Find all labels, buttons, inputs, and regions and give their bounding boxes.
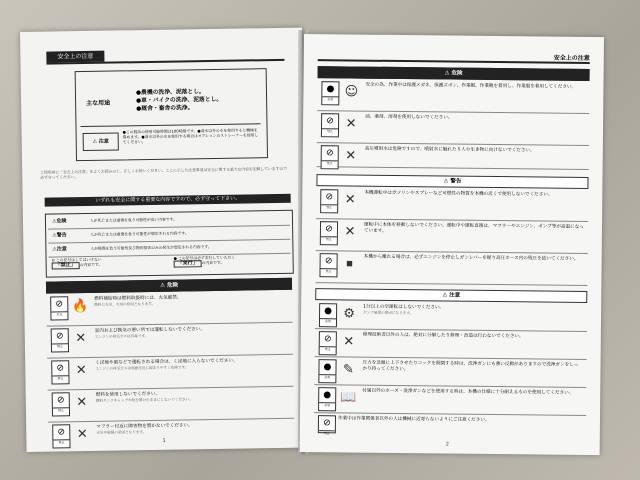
hazard-item bbox=[314, 412, 586, 437]
hazard-text: 燃料を使用しないでください。 燃料タンクキャップや栓を開けたままにしないでください。 bbox=[95, 391, 193, 403]
hazard-item bbox=[48, 418, 294, 452]
chemical-illustration-icon: ✕ bbox=[345, 116, 357, 132]
hazard-text: 圧力を急激に上下させたりコックを開閉する時は、洗浄ガンにも強い反動がありますので洗浄ガンをしっかり持ってください。 bbox=[362, 360, 579, 373]
hazard-item bbox=[314, 384, 586, 416]
hazard-item bbox=[47, 354, 293, 391]
hazard-item bbox=[47, 322, 293, 359]
prohibit-icon: ⊘ 禁止 bbox=[52, 424, 70, 448]
signal-label: ⚠危険 bbox=[51, 218, 67, 225]
mandatory-icon: ● bbox=[173, 255, 177, 261]
prohibit-icon: ⊘ 禁止 bbox=[320, 189, 338, 213]
signal-desc: 人が軽傷を負う可能性及び物的損害のみの発生が想定される内容です。 bbox=[90, 244, 212, 251]
manual-book-icon: 📖 bbox=[340, 390, 357, 406]
prohibit-icon: ⊘ 禁止 bbox=[319, 331, 337, 355]
hazard-item bbox=[316, 186, 588, 222]
fuel-illustration-icon: ✕ bbox=[76, 394, 88, 411]
prohibit-icon: ⊘ 禁止 bbox=[318, 415, 336, 433]
caution-label: ⚠ 注意 bbox=[83, 132, 119, 151]
hazard-text: 修理技術者以外の人は、絶対に分解したり修理・改造は行わないでください。 bbox=[362, 332, 524, 340]
symbol-legend bbox=[46, 252, 292, 276]
prohibit-icon: ⊘ bbox=[51, 257, 55, 263]
hazard-item bbox=[314, 356, 586, 388]
prohibit-icon: ⊘ 禁止 bbox=[321, 113, 339, 137]
prohibit-icon: ⊘ 禁止 bbox=[321, 145, 339, 169]
hazard-text: 作業中は作業関係者以外の人は機械に近寄らないようにご注意ください。 bbox=[337, 416, 490, 423]
hazard-item bbox=[317, 110, 589, 146]
hazard-text: 1分以上の空運転はしないでください。 ポンプ破損の原因になります。 bbox=[363, 304, 445, 316]
disassembly-icon: ✕ bbox=[343, 334, 355, 350]
hazard-text: 燃料補給時は燃料取扱時には、火気厳禁。 燃料に火災、火炎の原因となります。 bbox=[94, 295, 182, 307]
hazard-item bbox=[315, 328, 587, 360]
prohibit-icon: ⊘ 禁止 bbox=[51, 328, 69, 352]
page-number-right: 2 bbox=[445, 441, 449, 448]
spray-illustration-icon: ✕ bbox=[345, 148, 357, 164]
hazard-text: 付属以外のホース・洗浄ガンなどを使用する時は、本機の仕様に十分耐えるものを使用してください。 bbox=[362, 388, 574, 396]
hazard-item bbox=[48, 386, 294, 423]
caution-box bbox=[80, 123, 260, 157]
mandatory-icon: ● 必須 bbox=[319, 303, 337, 327]
signal-desc: 人が死亡または重傷を負う可能性が想定される内容です。 bbox=[90, 230, 189, 237]
prohibit-icon: ⊘ 禁止 bbox=[51, 360, 69, 384]
worker-gear-icon: ☺ bbox=[344, 84, 359, 100]
page-number-left: 1 bbox=[162, 437, 166, 444]
manual-page-left bbox=[20, 28, 309, 452]
uses-item: ●厩舎・畜舎の洗浄。 bbox=[136, 105, 194, 113]
prohibit-icon: ⊘ 禁止 bbox=[52, 392, 70, 416]
intro-text: ご使用前に「安全上の注意」をよくお読みの上、正しくお使いください。ここに示した注意事項は安全に関する重大な内容を記載していますので必ず守ってください。 bbox=[40, 165, 288, 180]
hazard-text: 高圧噴射水は危険ですので、噴射水に触れたり人や生き物に向けないでください。 bbox=[364, 146, 535, 154]
hazard-text: 本機から離れる場合は、必ずエンジンを停止しガンレバーを握り高圧ホース内の残圧を抜いてください。 bbox=[363, 254, 579, 262]
mandatory-icon: ● 必須 bbox=[318, 359, 336, 383]
uses-item: ●車・バイクの洗浄、泥落とし。 bbox=[136, 96, 223, 105]
hazard-text: 本機運転中はガソリンやスプレーなど可燃性の物質を本機の近くで使用しないでください。 bbox=[364, 190, 553, 198]
hazard-text: くぼ地や風などで運転される場合は、くぼ地に入らないでください。 エンジンの排気ガスは地面付近に溜まりやすく危険です。 bbox=[95, 358, 238, 371]
manual-page-right bbox=[300, 34, 604, 455]
hazard-item bbox=[317, 142, 589, 170]
hollow-illustration-icon: ✕ bbox=[75, 362, 87, 379]
warning-section-head: ⚠ 警告 bbox=[316, 174, 588, 189]
hazard-item bbox=[46, 290, 292, 327]
uses-list bbox=[136, 88, 222, 113]
mandatory-icon: ● 必須 bbox=[321, 81, 339, 105]
hazard-text: マフラー付近に障害物を置かないでください。 火災や破損の原因となります。 bbox=[96, 423, 193, 435]
caution-text: ●この製品の使用可能時間は100時間です。●清水以外の水を使用すると機械を傷めます。●清水以外の水を使用する場合はオプションのストレーナーを使用してください。 bbox=[122, 127, 259, 145]
hazard-text: 安全の為、作業中は保護メガネ、保護ズボン、作業帽、作業靴を着用し、作業服を着用してください。 bbox=[365, 82, 577, 90]
mandatory-icon: ● 必須 bbox=[318, 387, 336, 411]
signal-label: ⚠注意 bbox=[52, 246, 67, 253]
hazard-item bbox=[315, 250, 587, 286]
signal-label: ⚠警告 bbox=[52, 232, 67, 239]
uses-title: 主な用途 bbox=[86, 99, 111, 107]
pump-icon: ⚙ bbox=[343, 306, 355, 322]
hazard-item bbox=[316, 218, 588, 254]
prohibit-icon: ⊘ 禁止 bbox=[320, 221, 338, 245]
signal-desc: 人が死亡または重傷を負う可能性が高い内容です。 bbox=[89, 216, 178, 223]
spray-can-icon: ✕ bbox=[344, 192, 356, 208]
page-header-left: 安全上の注意 bbox=[46, 51, 104, 63]
prohibit-icon: ⊘ 禁止 bbox=[319, 253, 337, 277]
danger-section-head: ⚠ 危険 bbox=[46, 278, 292, 294]
hazard-item bbox=[315, 300, 587, 332]
hazard-text: 運転中に本体を移動しないでください。運転中や運転直後は、マフラーやエンジン、ポンプ等が高温になっています。 bbox=[363, 222, 584, 234]
page-header-right: 安全上の注意 bbox=[553, 54, 590, 62]
caution-section-head: ⚠ 注意 bbox=[315, 288, 587, 303]
hazard-text: 油、薬剤、溶剤を使用しないでください。 bbox=[365, 114, 453, 121]
header-rule bbox=[318, 59, 590, 63]
spray-gun-icon: ✎ bbox=[342, 362, 355, 378]
symbol-mandatory: ● この記号は必ず実行していただく 「実行」 の内容です。 bbox=[173, 254, 236, 267]
engine-stop-icon: ⏹ bbox=[346, 256, 353, 272]
muffler-illustration-icon: ✕ bbox=[76, 426, 88, 443]
hazard-text: 室内および換気の悪い所では運転しないでください。 エンジンの排気ガスは有毒です。 bbox=[94, 327, 206, 339]
move-machine-icon: ✕ bbox=[344, 224, 356, 240]
signal-title-bar: いずれも安全に関する重要な内容ですので、必ず守って下さい。 bbox=[45, 194, 291, 207]
fire-illustration-icon: 🔥 bbox=[72, 298, 89, 315]
indoor-illustration-icon: ✕ bbox=[75, 330, 87, 347]
hazard-item bbox=[317, 78, 589, 114]
uses-item: ●農機の洗浄、泥落とし。 bbox=[135, 89, 205, 97]
danger-section-head: ⚠ 危険 bbox=[318, 66, 590, 81]
uses-box bbox=[75, 68, 268, 161]
no-fire-icon: ⊘ 火気 bbox=[50, 296, 68, 320]
symbol-prohibit: ⊘ この記号はしてはいけない 「禁止」 の内容です。 bbox=[51, 256, 103, 269]
